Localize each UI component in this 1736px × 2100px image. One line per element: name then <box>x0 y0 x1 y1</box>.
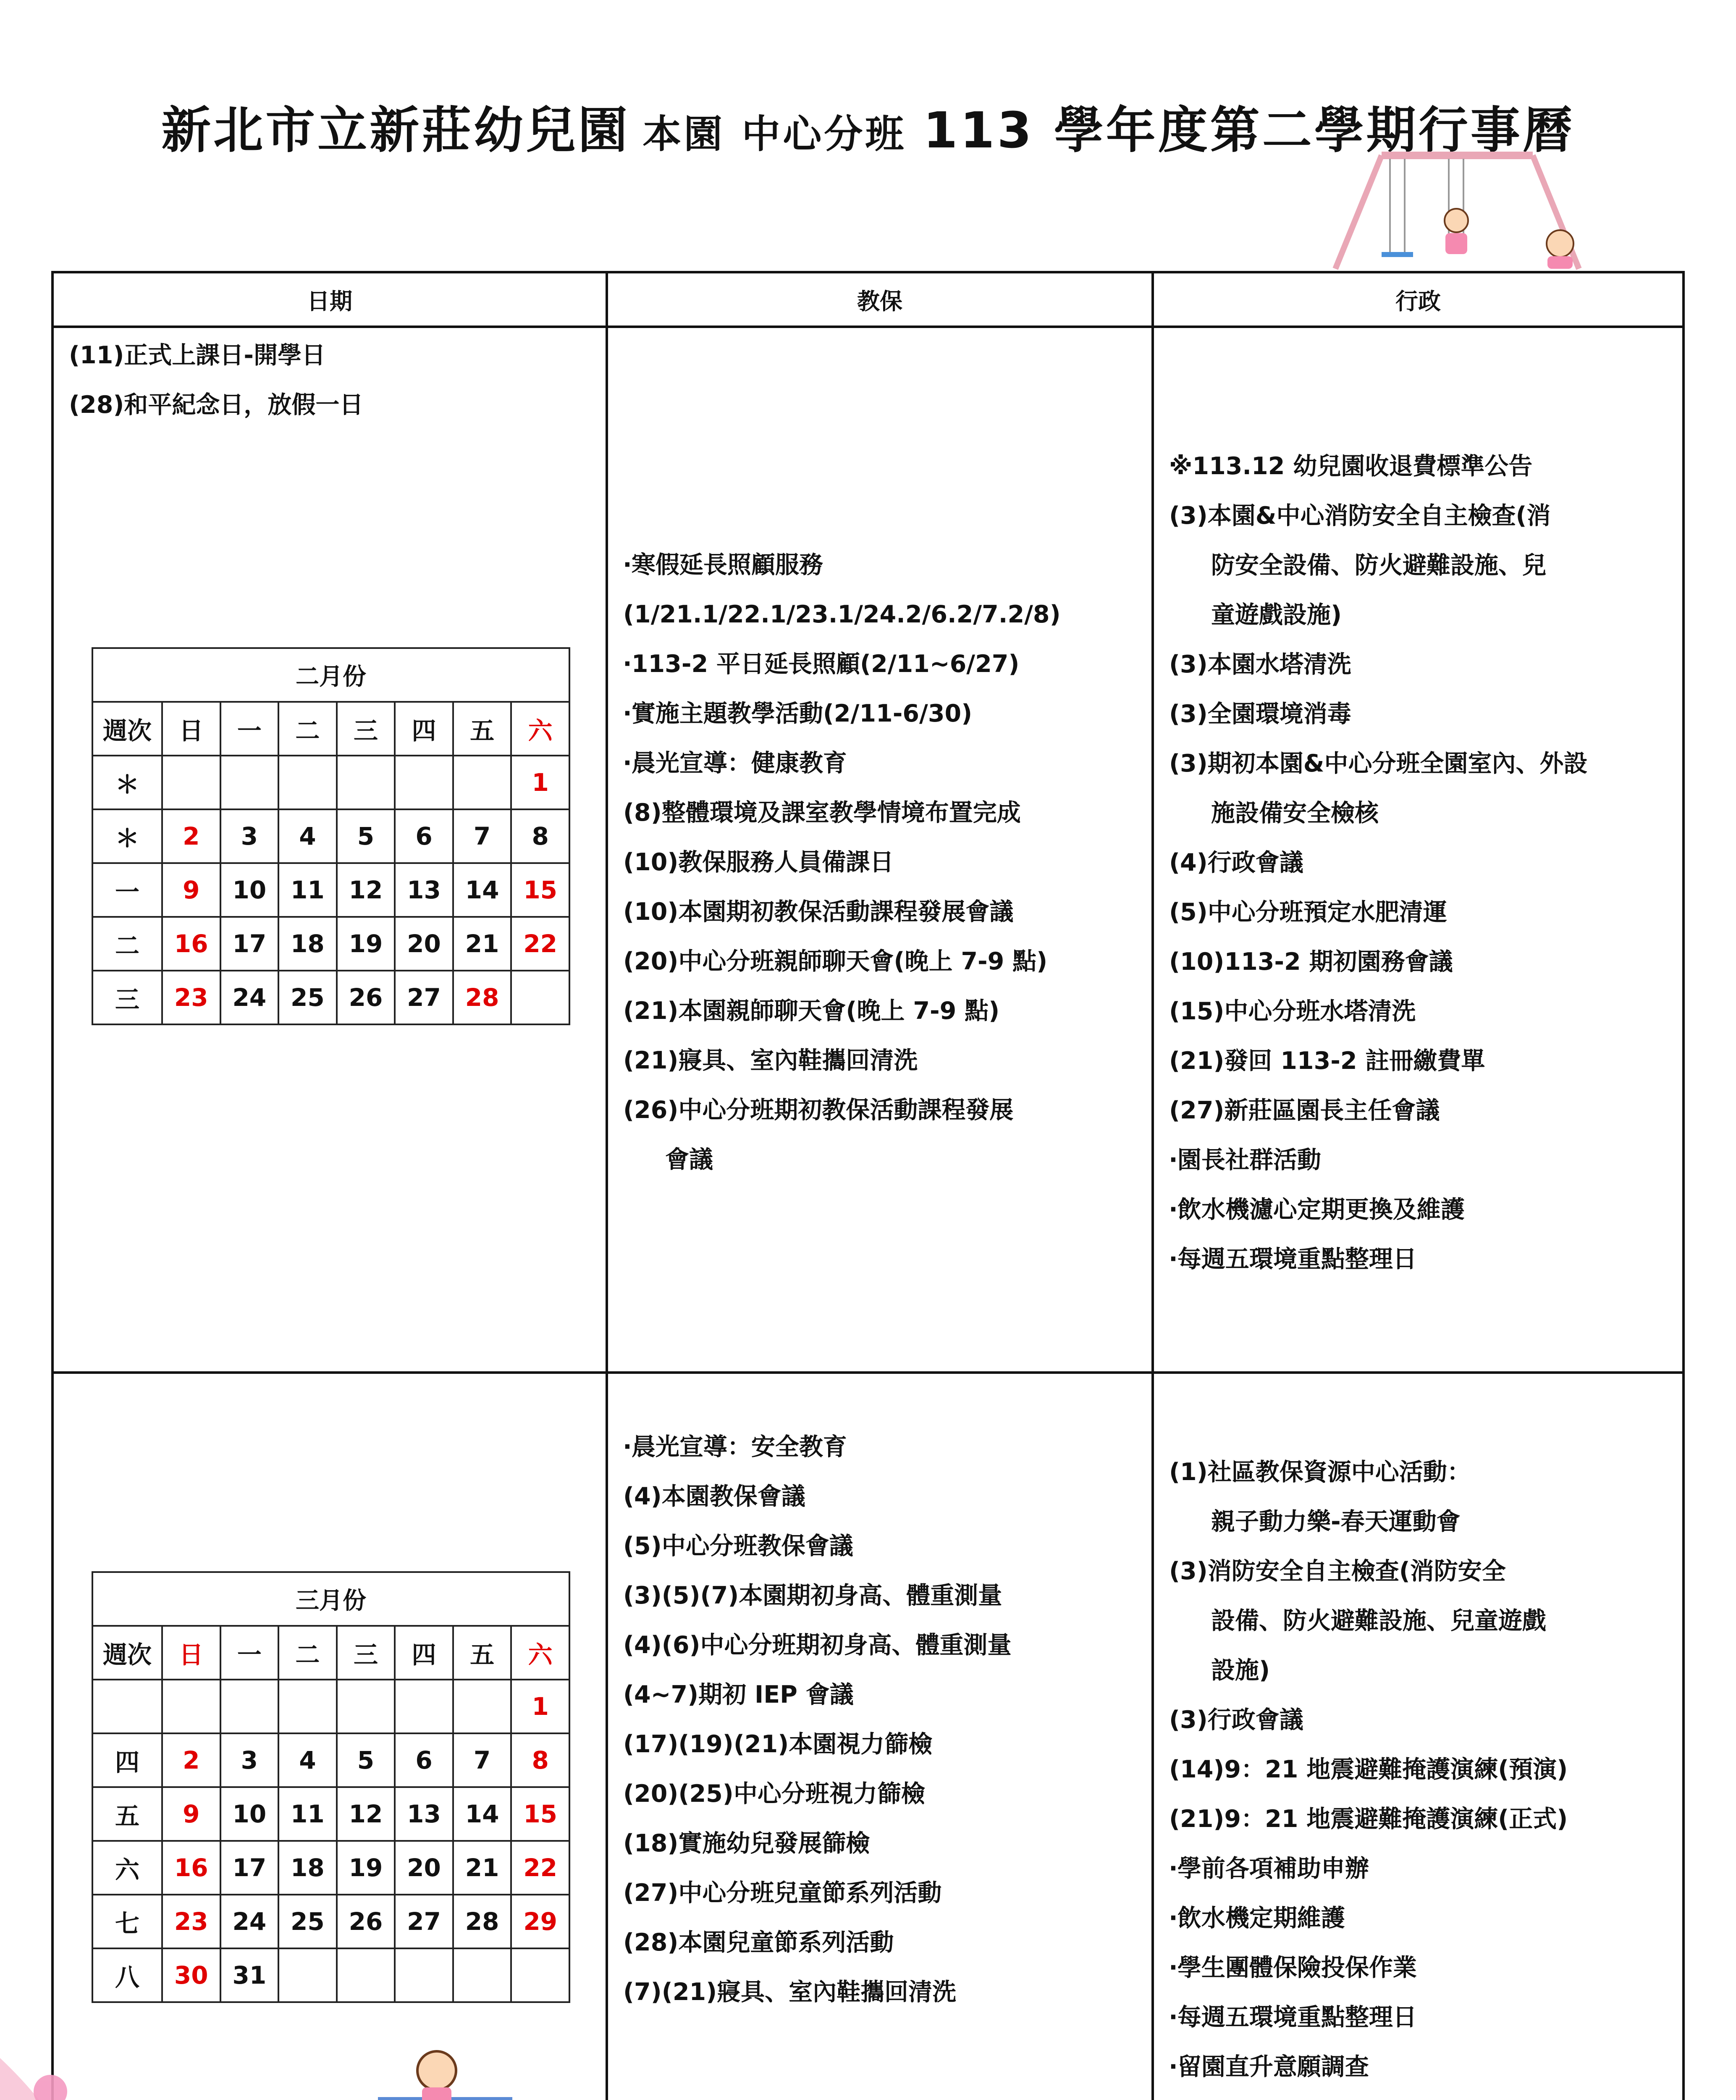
calendar-weekday-row <box>92 1626 569 1680</box>
mar-calendar <box>92 1571 570 2003</box>
school-name: 新北市立新莊幼兒園 <box>161 101 630 159</box>
calendar-day: 3 <box>220 1733 279 1787</box>
list-item: (20)(25)中心分班視力篩檢 <box>623 1780 925 1808</box>
list-item: ※113.12 幼兒園收退費標準公告 <box>1169 452 1533 480</box>
list-item: (1/21.1/22.1/23.1/24.2/6.2/7.2/8) <box>623 601 1061 628</box>
weekday-sat: 六 <box>511 1626 569 1680</box>
playground-illustration <box>0 1966 1736 2100</box>
list-item: ‧學生團體保險投保作業 <box>1169 1954 1417 1982</box>
list-item: ‧飲水機濾心定期更換及維護 <box>1169 1196 1465 1223</box>
feb-date-cell <box>52 327 607 1373</box>
schedule-table <box>51 271 1685 2100</box>
list-item: 設備、防火避難設施、兒童遊戲 <box>1211 1607 1546 1635</box>
feb-edu-cell <box>607 327 1153 1373</box>
calendar-day: 23 <box>162 971 220 1024</box>
week-label: ＊ <box>92 809 162 863</box>
calendar-day <box>395 756 453 809</box>
calendar-day: 8 <box>511 809 569 863</box>
list-item: (4)本園教保會議 <box>623 1483 805 1510</box>
calendar-day: 17 <box>220 1841 279 1895</box>
calendar-day <box>453 1680 511 1733</box>
calendar-day <box>278 756 337 809</box>
list-item: (28)本園兒童節系列活動 <box>623 1929 894 1956</box>
weekday-sun: 日 <box>162 702 220 756</box>
calendar-day: 22 <box>511 917 569 971</box>
list-item: (20)中心分班親師聊天會(晚上 7-9 點) <box>623 948 1048 975</box>
calendar-day <box>453 756 511 809</box>
week-label: 五 <box>92 1787 162 1841</box>
list-item: (3)本園水塔清洗 <box>1169 651 1351 678</box>
list-item: (18)實施幼兒發展篩檢 <box>623 1830 870 1857</box>
calendar-day: 30 <box>162 1948 220 2002</box>
list-item: (17)(19)(21)本園視力篩檢 <box>623 1730 933 1758</box>
list-item: (21)發回 113-2 註冊繳費單 <box>1169 1047 1485 1075</box>
list-item: (21)本園親師聊天會(晚上 7-9 點) <box>623 997 1000 1025</box>
list-item: (3)消防安全自主檢查(消防安全 <box>1169 1557 1506 1585</box>
weekday-thu: 四 <box>395 1626 453 1680</box>
calendar-day: 11 <box>278 863 337 917</box>
calendar-day: 6 <box>395 1733 453 1787</box>
calendar-day: 14 <box>453 1787 511 1841</box>
calendar-day: 21 <box>453 917 511 971</box>
list-item: (1)社區教保資源中心活動： <box>1169 1458 1471 1486</box>
list-item: ‧每週五環境重點整理日 <box>1169 1245 1417 1273</box>
mar-edu-list <box>623 1422 1143 2017</box>
calendar-day: 27 <box>395 971 453 1024</box>
calendar-day <box>162 1680 220 1733</box>
calendar-day: 13 <box>395 1787 453 1841</box>
list-item: (10)教保服務人員備課日 <box>623 848 894 876</box>
feb-admin-list <box>1169 441 1674 1284</box>
calendar-day: 19 <box>337 917 395 971</box>
calendar-day: 10 <box>220 1787 279 1841</box>
list-item: 會議 <box>665 1146 713 1173</box>
calendar-day: 18 <box>278 1841 337 1895</box>
week-label <box>92 1680 162 1733</box>
feb-date-list <box>69 331 597 430</box>
calendar-day <box>220 756 279 809</box>
calendar-day: 26 <box>337 971 395 1024</box>
calendar-day <box>337 756 395 809</box>
calendar-day <box>511 971 569 1024</box>
calendar-day: 21 <box>453 1841 511 1895</box>
calendar-day: 8 <box>511 1733 569 1787</box>
child-illustration <box>1537 225 1583 271</box>
calendar-day: 28 <box>453 1895 511 1948</box>
weekday-thu: 四 <box>395 702 453 756</box>
list-item: (21)寢具、室內鞋攜回清洗 <box>623 1047 918 1074</box>
list-item: ‧晨光宣導：健康教育 <box>623 749 847 777</box>
calendar-day: 15 <box>511 1787 569 1841</box>
list-item: (11)正式上課日-開學日 <box>69 341 326 369</box>
calendar-day: 28 <box>453 971 511 1024</box>
calendar-day: 16 <box>162 917 220 971</box>
list-item: (26)中心分班期初教保活動課程發展 <box>623 1096 1014 1124</box>
calendar-day <box>278 1680 337 1733</box>
list-item: 防安全設備、防火避難設施、兒 <box>1211 551 1546 579</box>
calendar-day: 23 <box>162 1895 220 1948</box>
list-item: (8)整體環境及課室教學情境布置完成 <box>623 799 1021 827</box>
weekday-sun: 日 <box>162 1626 220 1680</box>
list-item: (28)和平紀念日，放假一日 <box>69 391 364 419</box>
calendar-day: 26 <box>337 1895 395 1948</box>
calendar-day: 9 <box>162 863 220 917</box>
list-item: ‧留園直升意願調查 <box>1169 2053 1369 2081</box>
calendar-week-header: 週次 <box>92 1626 162 1680</box>
calendar-day: 22 <box>511 1841 569 1895</box>
list-item: 親子動力樂-春天運動會 <box>1211 1508 1461 1536</box>
calendar-day: 18 <box>278 917 337 971</box>
calendar-day: 4 <box>278 809 337 863</box>
list-item: ‧寒假延長照顧服務 <box>623 551 823 579</box>
calendar-day: 31 <box>220 1948 279 2002</box>
semester-title: 113 學年度第二學期行事曆 <box>923 101 1575 159</box>
list-item: (3)全園環境消毒 <box>1169 700 1351 728</box>
weekday-fri: 五 <box>453 1626 511 1680</box>
list-item: (5)中心分班預定水肥清運 <box>1169 898 1447 926</box>
calendar-day: 3 <box>220 809 279 863</box>
calendar-day: 7 <box>453 1733 511 1787</box>
calendar-day: 10 <box>220 863 279 917</box>
weekday-wed: 三 <box>337 1626 395 1680</box>
calendar-day: 2 <box>162 1733 220 1787</box>
calendar-day: 14 <box>453 863 511 917</box>
calendar-day: 24 <box>220 1895 279 1948</box>
calendar-week-row <box>92 863 569 917</box>
week-label: 四 <box>92 1733 162 1787</box>
calendar-day: 15 <box>511 863 569 917</box>
feb-admin-cell <box>1153 327 1684 1373</box>
list-item: (3)(5)(7)本園期初身高、體重測量 <box>623 1582 1002 1609</box>
list-item: (10)113-2 期初園務會議 <box>1169 948 1453 976</box>
list-item: (27)中心分班兒童節系列活動 <box>623 1879 942 1907</box>
calendar-week-row <box>92 1680 569 1733</box>
list-item: 設施) <box>1211 1656 1270 1684</box>
calendar-week-row <box>92 1841 569 1895</box>
calendar-day: 5 <box>337 809 395 863</box>
calendar-day: 29 <box>511 1895 569 1948</box>
list-item: ‧113-2 平日延長照顧(2/11~6/27) <box>623 650 1020 678</box>
calendar-day: 13 <box>395 863 453 917</box>
branch-main: 本園 <box>642 112 725 157</box>
calendar-week-row <box>92 917 569 971</box>
week-label: 一 <box>92 863 162 917</box>
list-item: ‧飲水機定期維護 <box>1169 1904 1345 1932</box>
list-item: ‧實施主題教學活動(2/11-6/30) <box>623 700 973 727</box>
list-item: (5)中心分班教保會議 <box>623 1532 853 1560</box>
header-date: 日期 <box>52 272 607 327</box>
week-label: ＊ <box>92 756 162 809</box>
header-row <box>52 272 1684 327</box>
week-label: 二 <box>92 917 162 971</box>
calendar-day: 24 <box>220 971 279 1024</box>
feb-edu-list <box>623 540 1143 1184</box>
list-item: (4)(6)中心分班期初身高、體重測量 <box>623 1631 1012 1659</box>
weekday-tue: 二 <box>278 1626 337 1680</box>
week-label: 八 <box>92 1948 162 2002</box>
calendar-week-header: 週次 <box>92 702 162 756</box>
week-label: 六 <box>92 1841 162 1895</box>
list-item: 施設備安全檢核 <box>1211 799 1379 827</box>
calendar-day <box>162 756 220 809</box>
list-item: (3)期初本園&中心分班全園室內、外設 <box>1169 750 1588 777</box>
list-item: (3)本園&中心消防安全自主檢查(消 <box>1169 502 1551 530</box>
list-item: (4~7)期初 IEP 會議 <box>623 1681 854 1709</box>
calendar-day: 7 <box>453 809 511 863</box>
list-item: 童遊戲設施) <box>1211 601 1342 629</box>
calendar-day: 25 <box>278 971 337 1024</box>
calendar-week-row <box>92 809 569 863</box>
calendar-day: 1 <box>511 756 569 809</box>
calendar-day: 12 <box>337 1787 395 1841</box>
list-item: ‧學前各項補助申辦 <box>1169 1855 1369 1882</box>
weekday-fri: 五 <box>453 702 511 756</box>
calendar-day <box>337 1680 395 1733</box>
calendar-week-row <box>92 1733 569 1787</box>
list-item: ‧每週五環境重點整理日 <box>1169 2003 1417 2031</box>
feb-row <box>52 327 1684 1373</box>
list-item: (15)中心分班水塔清洗 <box>1169 998 1416 1025</box>
calendar-day: 19 <box>337 1841 395 1895</box>
weekday-mon: 一 <box>220 702 279 756</box>
calendar-day: 11 <box>278 1787 337 1841</box>
calendar-day <box>220 1680 279 1733</box>
calendar-week-row <box>92 1895 569 1948</box>
calendar-day: 25 <box>278 1895 337 1948</box>
calendar-day: 9 <box>162 1787 220 1841</box>
list-item: ‧晨光宣導：安全教育 <box>623 1433 847 1461</box>
calendar-week-row <box>92 971 569 1024</box>
list-item: ‧園長社群活動 <box>1169 1146 1321 1174</box>
list-item: (7)(21)寢具、室內鞋攜回清洗 <box>623 1978 957 2006</box>
calendar-weekday-row <box>92 702 569 756</box>
calendar-week-row <box>92 756 569 809</box>
header-edu: 教保 <box>607 272 1153 327</box>
list-item: (14)9：21 地震避難掩護演練(預演) <box>1169 1756 1568 1783</box>
calendar-day: 20 <box>395 917 453 971</box>
calendar-day: 17 <box>220 917 279 971</box>
calendar-day: 4 <box>278 1733 337 1787</box>
list-item: (10)本園期初教保活動課程發展會議 <box>623 898 1014 926</box>
week-label: 三 <box>92 971 162 1024</box>
calendar-day: 12 <box>337 863 395 917</box>
calendar-day: 1 <box>511 1680 569 1733</box>
list-item: (21)9：21 地震避難掩護演練(正式) <box>1169 1805 1568 1833</box>
calendar-day: 5 <box>337 1733 395 1787</box>
calendar-week-row <box>92 1787 569 1841</box>
list-item: (27)新莊區園長主任會議 <box>1169 1097 1440 1124</box>
feb-calendar <box>92 647 570 1025</box>
branch-center: 中心分班 <box>742 112 907 157</box>
week-label: 七 <box>92 1895 162 1948</box>
calendar-day: 2 <box>162 809 220 863</box>
calendar-day: 27 <box>395 1895 453 1948</box>
header-admin: 行政 <box>1153 272 1684 327</box>
calendar-day: 6 <box>395 809 453 863</box>
list-item: (3)行政會議 <box>1169 1706 1303 1734</box>
list-item: (4)行政會議 <box>1169 849 1303 877</box>
calendar-day: 16 <box>162 1841 220 1895</box>
weekday-tue: 二 <box>278 702 337 756</box>
calendar-day <box>395 1680 453 1733</box>
weekday-wed: 三 <box>337 702 395 756</box>
calendar-month: 三月份 <box>92 1572 569 1626</box>
weekday-sat: 六 <box>511 702 569 756</box>
weekday-mon: 一 <box>220 1626 279 1680</box>
calendar-month: 二月份 <box>92 648 569 702</box>
calendar-day: 20 <box>395 1841 453 1895</box>
